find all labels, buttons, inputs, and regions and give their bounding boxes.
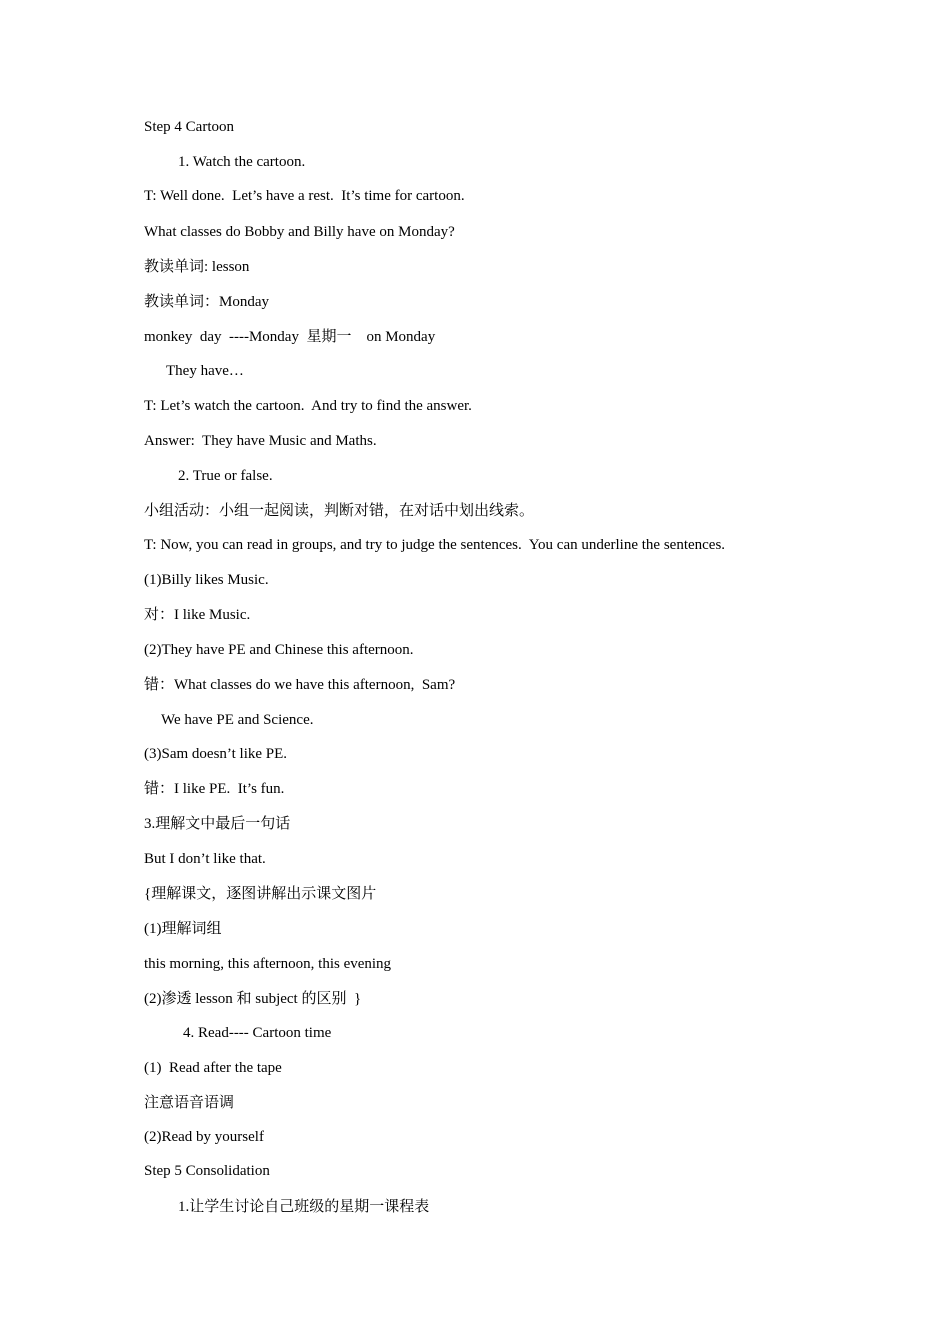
text-line: (3)Sam doesn’t like PE. [144, 746, 288, 762]
item-read-cartoon-time: 4. Read---- Cartoon time [183, 1025, 332, 1041]
text-line: monkey day ----Monday 星期一 on Monday [144, 329, 436, 345]
text-line: (2)They have PE and Chinese this afternoon. [144, 642, 414, 658]
text-line: (2)渗透 lesson 和 subject 的区别 } [144, 991, 362, 1007]
text-line: But I don’t like that. [144, 851, 266, 867]
text-line: 教读单词: lesson [144, 259, 250, 275]
heading-step-5: Step 5 Consolidation [144, 1163, 270, 1179]
text-line: 3.理解文中最后一句话 [144, 816, 291, 832]
text-line: What classes do Bobby and Billy have on Monday? [144, 224, 455, 240]
text-line: (1) Read after the tape [144, 1060, 282, 1076]
text-line: T: Let’s watch the cartoon. And try to find the answer. [144, 398, 472, 414]
text-line: (2)Read by yourself [144, 1129, 264, 1145]
text-line: (1)Billy likes Music. [144, 572, 269, 588]
text-line: T: Well done. Let’s have a rest. It’s time for cartoon. [144, 188, 465, 204]
heading-step-4: Step 4 Cartoon [144, 119, 234, 135]
text-line: 小组活动：小组一起阅读，判断对错，在对话中划出线索。 [144, 503, 535, 519]
item-watch-cartoon: 1. Watch the cartoon. [178, 154, 306, 170]
text-line: We have PE and Science. [161, 712, 314, 728]
text-line: 错：What classes do we have this afternoon, Sam? [144, 677, 456, 693]
item-true-or-false: 2. True or false. [178, 468, 273, 484]
text-line: (1)理解词组 [144, 921, 222, 937]
text-line: this morning, this afternoon, this evening [144, 956, 392, 972]
text-line: 错：I like PE. It’s fun. [144, 781, 285, 797]
text-line: 对：I like Music. [144, 607, 251, 623]
item-discuss-timetable: 1.让学生讨论自己班级的星期一课程表 [178, 1199, 430, 1215]
text-line: 教读单词：Monday [144, 294, 269, 310]
text-line: T: Now, you can read in groups, and try to judge the sentences. You can underline the sentences. [144, 537, 726, 553]
text-line: Answer: They have Music and Maths. [144, 433, 377, 449]
text-line: They have… [166, 363, 244, 379]
text-line: 注意语音语调 [144, 1095, 235, 1111]
text-line: {理解课文，逐图讲解出示课文图片 [144, 886, 377, 902]
